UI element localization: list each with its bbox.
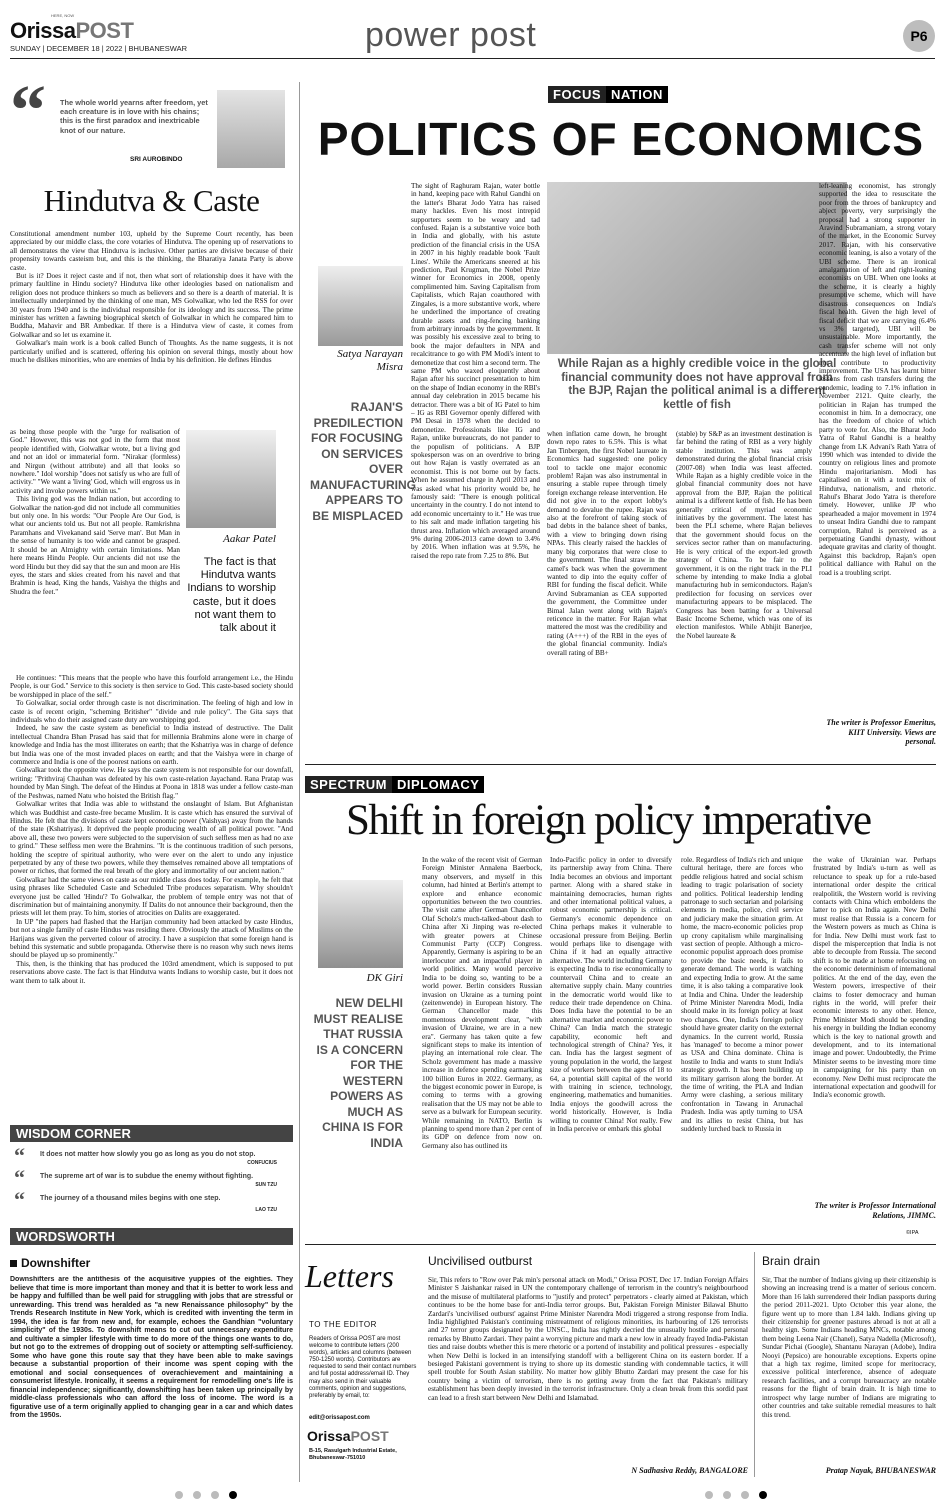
logo-tagline: HERE, NOW [51,13,75,18]
letter1-title: Uncivilised outburst [428,1254,533,1268]
wisdom-corner [10,1125,293,1217]
foreign-col1-text: In the wake of the recent visit of German Foreign Minister Annalena Baerbock, many observers, and myself in this column, had hinted at Berlin's attempt to explore and enhance economic opportunities between the two countries. The visit came after German Chancellor Olaf Scholz's much-talked-about dash to China after Xi Jinping was re-elected with greater powers at Chinese Communist Party (CCP) Congress. Apparently, Germany is aspiring to be an interlocutor and an impactful player in world politics. Many would perceive India to be doing so, wanting to be a world power. Berlin considers Russian invasion on Ukraine as a turning point (zeitenwende) in European history. The German Chancellor made this momentous development clear, "with invasion of Ukraine, we are in a new era". Germany has taken quite a few significant steps to make its intention of playing an international role clear. The Scholz government has made a massive increase in defence spending earmarking 100 billion Euros in 2022. Germany, as the biggest economic power in Europe, is coming to terms with a growing realisation that the US may not be able to serve as a bulwark for European security. While remaining in NATO, Berlin is planning to spend more than 2 per cent of its GDP on defence from now on. Germany also has outlined its [422,856,542,1150]
foreign-writer-note: The writer is Professor International Relations, JIMMC. [814,1201,936,1220]
hindutva-paragraph: He continues: "This means that the people who have this fourfold arrangement i.e., the Hindu People, is our God." Service to this society is then service to God. This caste-based society should be worshipped in place of the self." [10,674,293,699]
politics-col4-text: left-leaning economist, has strongly supported the idea to resuscitate the poor from the throes of bankruptcy and abject poverty, very surprisingly the proposal had a strong supporter in Aravind Subramaniam, a strong votary of the market, in the Economic Survey 2017. Rajan, with his conservative economic leaning, is also a votary of the UBI scheme. There is an ironical amalgamation of left and right-leaning economists on UBI. When one looks at the scheme, it is clearly a highly presumptive scheme, which will have disastrous consequences on India's fiscal health. Given the high level of fiscal deficit that we are carrying (6.4% vs 3% targeted), UBI will be unsustainable. More importantly, the cash transfer scheme will not only accentuate the high level of inflation but not contribute to productivity improvement. The USA has learnt bitter lessons from cash transfers during the pandemic, leading to 7.1% inflation in November 2121. Quite clearly, the politician in Rajan has trumped the economist in him. In a democracy, one has the freedom of choice of which party to vote for. Also, the Bharat Jodo Yatra of Rahul Gandhi is a healthy change from LK Advani's Rath Yatra of 1990 which was intended to divide the country on religious lines and promote Hindu majoritarianism. Modi has capitalised on it with a toxic mix of Hindutva, nationalism, and rhetoric. Rahul's Bharat Jodo Yatra is therefore timely. However, unlike JP who spearheaded a major movement in 1974 to unseat Indira Gandhi due to rampant corruption, Rahul is perceived as a perpetuating Gandhi dynasty, without adequate gravitas and clarity of thought. Against this backdrop, Rajan's open political dalliance with Rahul on the road is a troubling script. [819,182,936,577]
foreign-col2 [550,856,672,1238]
page-number-badge [903,20,935,52]
foreign-col3 [681,856,803,1238]
hindutva-paragraph: In UP "the papers had flashed that the Harijan community had been attacked by caste Hindus, but not a single family of caste Hindus was residing there. Obviously the attack of Muslims on the Harijans was given the perverted colour of atrocity. I have a suspicion that some foreign hand is behind this systematic and subtle propaganda. Otherwise there is no reason why such news items should be played up so prominently." [10,917,293,960]
hindutva-paragraph: Indeed, he saw the caste system as beneficial to India instead of destructive. The Dalit intellectual Chandra Bhan Prasad has said that for millennia Brahmins alone were in charge of knowledge and India has the most illiterates on earth; that the Kshatriya was in charge of defence but India was one of the most invaded places on earth; and that the Vaishya were in charge of commerce and India is one of the poorest nations on earth. [10,724,293,767]
wisdom-text: The journey of a thousand miles begins with one step. [40,1195,221,1202]
square-bullet-icon [10,1260,17,1267]
politics-col1-text: The sight of Raghuram Rajan, water bottle in hand, keeping pace with Rahul Gandhi on the latter's Bharat Jodo Yatra has raised many hackles. Even his most intrepid supporters seem to be weary and tad confused. Rajan is a substantive voice both in India and globally, with his astute prediction of the financial crisis in the USA in 2007 in his highly readable book 'Fault Lines'. While the Americans sneered at his prediction, Paul Krugman, the Nobel Prize winner for Economics in 2008, openly complimented him. Saving Capitalism from Capitalists, which Rajan coauthored with Zingales, is a more substantive work, where he underlined the importance of creating durable assets and ring-fencing banking from arbitrary inroads by the government. It was possibly his excessive zeal to bring to book the major defaulters in NPA and recalcitrance to go with PM Modi's intent to demonetize that cost him a second term. The same PM who waxed eloquently about Rajan after his succinct presentation to him on the shape of Indian economy in the RBI's annual day celebration in 2015 became his detractor. There was a bit of IG Patel to him – IG as RBI Governor openly differed with PM Desai in 1978 when the decided to demonetize. Professionals like IG and Rajan, unlike bureaucrats, do not pander to the populism of politicians. A BJP spokesperson was on an overdrive to bring out how Rajan is vastly overrated as an economist. This is not borne out by facts. When he assumed charge in April 2013 and was asked what his priority would be, he famously said: "There is enough political uncertainty in the country. I do not intend to add economic uncertainty to it." He was true to his salt and made inflation targeting his thrust area. Inflation which averaged around 9% during 2006-2013 came down to 3.4% by 2016. When inflation was at 9.5%, he raised the repo rate from 7.25 to 8%. But [411,182,540,560]
wordsworth-text: Downshifters are the antithesis of the acquisitive yuppies of the eighties. They believe that time is more important than money and that it is better to work less and be happy and fulfilled than be well paid for struggling with jobs that are stressful or unrewarding. This trend was heralded as "a new Renaissance philosophy" by the Trends Research Institute in New York, which is credited with inventing the term in 1994, the idea is far from new and, for example, echoes the Gandhian "voluntary simplicity" of the 1930s. To downshift means to cut out unnecessary expenditure and cultivate a simpler lifestyle with time to do more of the things one wants to do, but not go to the extremes of dropping out of society or attempting self-sufficiency. Some who have gone this route say that they have been able to make savings because a substantial proportion of their income was spent coping with the emotional and social consequences of overachievement and maintaining a consumerist lifestyle. Ironically, it seems a requirement for remodelling one's life is financial independence; significantly, downshifting has been taken up principally by middle-class professionals who can afford the loss of income. The word is a figurative use of a term originally applied to changing gear in a car and which dates from the 1950s. [10,1276,293,1419]
logo-post: POST [75,18,134,43]
hindutva-paragraph: as being those people with the "urge for realisation of God." However, this was not god in the form that most people identified with, Golwalkar wrote, but a living god and not an idol or immaterial form. "Nirakar (formless) and Nirgun (without attribute) and all that looks so nowhere." Idol worship "does not satisfy us who are full of activity." "We want a 'living' God, which will engross us in activity and invoke powers within us." [10,428,180,495]
quote-mark-icon: “ [10,70,46,150]
foreign-col4-text: the wake of Ukrainian war. Perhaps frustrated by India's u-turn as well as reluctance to speak up for a rule-based international order despite the critical realpolitik, the Western world is reviving contacts with China which emboldens the latter to pick on India again. New Delhi must realise that Russia is a concern for the Western powers as much as China is for India. New Delhi must work fast to dispel the misperception that India is not able to decouple from Russia. The second shift is to be made at home refocusing on the economic determinism of international politics. At the end of the day, even the Western powers, irrespective of their claims to foster democracy and human rights in the world, will prefer their economic interests to any other. Hence, Prime Minister Modi should be spending his energy in building the Indian economy which is the key to national growth and development, and to its international image and power. Undoubtedly, the Prime Minister seems to be investing more time in campaigning for his party than on economy. New Delhi must reciprocate the international expectation and goodwill for India's economic growth. [813,856,936,1100]
wisdom-author: CONFUCIUS [247,1160,277,1166]
foreign-title: Shift in foreign policy imperative [346,797,871,844]
logo-post: POST [350,1428,389,1444]
quote-author: SRI AUROBINDO [130,156,183,163]
letters-info: Readers of Orissa POST are most welcome to contribute letters (200 words), articles and columns (between 750-1250 words). Contributors are requested to send their contact numbers and full postal address/email ID. They may also send in their valuable comments, opinion and suggestions, preferably by email, to: [309,1336,417,1399]
column-divider [299,82,300,1482]
politics-col2 [547,430,667,748]
letters-email[interactable]: edit@orissapost.com [309,1415,370,1421]
masthead-rule [10,58,935,59]
tag-diplomacy: DIPLOMACY [392,776,485,793]
letter1-text: Sir, This refers to "Row over Pak min's personal attack on Modi," Orissa POST, Dec 17. Indian Foreign Affairs Minister S Jaishankar raised in UN the contemporary challenge of terrorism in the country's neighbourhood and the misuse of multilateral platforms to "justify and protect" perpetrators - clearly aimed at Pakistan, which continues to be the home base for anti-India terror groups. But, Pakistan Foreign Minister Bilawal Bhutto Zardari's 'uncivilised outburst' against Prime Minister Narendra Modi triggered a strong response from India. India highlighted Pakistan's continuing mistreatment of religious minorities, its harbouring of 126 terrorists and 27 terror groups designated by the UNSC., India has rightly decried the unusually hostile and personal remarks by Bhutto Zardari. They paint a worrying picture and mark a new low in already frayed India-Pakistan ties and raise doubts whether this is mere rhetoric or a portend of instability and political pressures - especially when New Delhi is locked in an intensifying standoff with a belligerent China on its eastern border. If a besieged Pakistani government is trying to shore up its domestic standing with condemnable tactics, it will spell trouble for South Asian stability. No matter how glibly Bhutto Zardari may present the case for his country being a victim of terrorism, there is no getting away from the fact that Pakistan's military establishment has been deeply invested in the terrorist infrastructure. Only a clean break from this sordid past can lead to a fresh start between New Delhi and Islamabad. [428,1276,748,1402]
politics-col4 [819,182,936,717]
hindutva-body-left [10,428,180,672]
tag-nation: NATION [606,86,668,103]
logo-orissa: Orissa [10,18,76,43]
politics-writer-note: The writer is Professor Emeritus, KIIT University. Views are personal. [826,718,936,746]
hindutva-body-top [10,230,293,428]
quote-mark-icon: “ [14,1187,25,1212]
letters-divider [754,1252,755,1477]
quote-box [10,70,293,170]
foreign-col1 [422,856,542,1238]
politics-title: POLITICS OF ECONOMICS [317,113,925,165]
logo-orissa: Orissa [307,1428,351,1444]
letter2-text: Sir, That the number of Indians giving up their citizenship is showing an increasing trend is a matter of serious concern. More than 16 lakh surrendered their Indian passports during the period 2011-2021. Upto October this year alone, the figure went up to more than 1.84 lakh. Indians giving up their citizenship for greener pastures abroad is not at all a healthy sign. Some Indians heading MNCs, notable among them being Leena Nair (Chanel), Satya Nadella (Microsoft), Sundar Pichai (Google), Shantanu Narayan (Adobe), Indira Nooyi (Pepsico) are honourable exceptions. Experts opine that a high tax regime, limited scope for meritocracy, excessive political interference, absence of adequate research facilities, and a corrupt bureaucracy are notable reasons for the flight of brain drain. It is high time to introspect why large number of Indians are migrating to other countries and take suitable remedial measures to halt this trend. [762,1276,936,1419]
hindutva-paragraph: This, then, is the thinking that has produced the 103rd amendment, which is supposed to put reservations above caste. The fact is that Hindutva wants Indians to worship caste, but it does not want them to talk about it. [10,959,293,985]
date-line: SUNDAY | DECEMBER 18 | 2022 | BHUBANESWAR [10,44,188,53]
quote-mark-icon: “ [14,1165,25,1190]
wisdom-text: The supreme art of war is to subdue the enemy without fighting. [40,1173,254,1180]
quote-text: The whole world yearns after freedom, yet each creature is in love with his chains; this is the first paradox and inextricable knot of our nature. [60,98,208,135]
satya-misra-photo [318,266,403,346]
wordsworth-term-text: Downshifter [21,1256,91,1270]
dk-giri-photo [318,880,403,968]
letter2-title: Brain drain [762,1254,821,1268]
hindutva-paragraph: Constitutional amendment number 103, upheld by the Supreme Court recently, has been appreciated by our middle class, the core votaries of Hindutva. The opening up of reservations to all demonstrates the view that Hindutva is inclusive. Other parties are divisive because of their propensity towards casteism but, and this is the thinking, the Bharatiya Janata Party is above caste. [10,230,293,272]
politics-col3 [676,430,812,748]
section-rule [305,764,936,765]
hindutva-paragraph: Golwalkar had the same views on caste as our middle class does today. For example, he felt that using phrases like Scheduled Caste and Scheduled Tribe produces separatism. Why shouldn't everyone just be called 'Hindu'? To Golwalkar, the problem of temple entry was not that of discrimination but of maintaining anonymity. If Dalits do not announce their background, then the priests will let them pray. To him, stories of atrocities on Dalits are exaggerated. [10,875,293,918]
politics-tags [548,86,668,104]
masthead [10,8,935,58]
hindutva-paragraph: Golwalkar took the opposite view. He says the caste system is not responsible for our downfall, writing: "Prithviraj Chauhan was defeated by his own caste-relation Jayachand. Rana Pratap was hounded by Man Singh. The defeat of the Hindus at Poona in 1818 was under a fellow caste-man of the Peshwas, named Natu who hoisted the British flag." [10,766,293,800]
wisdom-item [10,1165,293,1191]
letters-address: B-15, Rasulgarh Industrial Estate, Bhubaneswar-751010 [309,1448,397,1461]
page-number: P6 [910,28,928,44]
hindutva-author: Aakar Patel [223,533,276,545]
letter2-body [762,1276,936,1466]
hindutva-title: Hindutva & Caste [43,183,260,218]
letters-title: Letters [305,1258,394,1294]
foreign-col2-text: Indo-Pacific policy in order to diversify its partnership away from China. There India becomes an obvious and important partner. Along with a shared stake in maintaining democracies, human rights and other international political values, a robust economic partnership is critical. Germany's economic dependence on China perhaps makes it vulnerable to occasional pressure from Beijing. Berlin would perhaps like to disengage with China if it had an equally attractive alternative. The world including Germany is expecting India to rise economically to countervail China and to create an alternative supply chain. Many countries in the democratic world would like to reduce their trade dependence on China. Does India have the potential to be an alternative market and economic power to China? Can India match the strategic capability, economic heft and technological strength of China? Yes, it can. India has the largest segment of young population in the world, the largest size of workers between the ages of 18 to 64, a potential skill capital of the world with training in science, technology, engineering, mathematics and humanities. India enjoys the goodwill across the world historically. However, is India willing to counter China! Not really. Few in India perceive or embark this global [550,856,672,1133]
letter1-body [428,1276,748,1466]
tag-spectrum: SPECTRUM [305,776,392,793]
foreign-col4 [813,856,936,1198]
registration-marks [170,1486,290,1496]
letters-logo [307,1428,389,1444]
rajan-rahul-photo [547,182,847,354]
hindutva-body-bottom [10,674,293,1104]
letter1-signature: N Sadhasiva Reddy, BANGALORE [631,1466,748,1475]
hindutva-paragraph: To Golwalkar, social order through caste is not discrimination. The feeling of high and low in caste is of recent origin, "scheming Britisher" "divide and rule policy". The Gita says that individuals who do their assigned caste duty are worshipping god. [10,699,293,725]
politics-col1 [411,182,540,748]
wisdom-item [10,1187,293,1215]
wisdom-item [10,1143,293,1169]
politics-pull-quote: RAJAN'S PREDILECTION FOR FOCUSING ON SERVICES OVER MANUFACTURING APPEARS TO BE MISPLACED [310,400,416,523]
foreign-author: DK Giri [366,972,403,984]
letters-box [305,1250,420,1480]
hindutva-paragraph: Golwalkar writes that India was able to withstand the onslaught of Islam. But Afghanistan which was Buddhist and caste-free became Muslim. It is caste which has ensured the survival of Hindus. He felt that the divisions of caste kept economic power (Vaishyas) away from the hands of the state (Kshatriyas). It deprived the people producing wealth of all political power. "And above all, these two powers were subjected to the supervision of such selfless men as had no axe to grind." These selfless men were the Brahmins. "It is the continuous tradition of such persons, holding the sceptre of spiritual authority, who were ever on the alert to undo any injustice perpetrated by any of these two powers, while they themselves remained above all temptations of power or riches, that formed the real breath of the glory and immortality of our ancient nation." [10,800,293,876]
wisdom-author: LAO TZU [255,1207,277,1213]
politics-col3-text: (stable) by S&P as an investment destination is far behind the rating of RBI as a very highly stable institution. This was amply demonstrated during the global financial crisis (2007-08) when India was least affected. While Rajan as a highly credible voice in the global financial community does not have approval from the BJP, Rajan the political animal is a different kettle of fish. He has been generally critical of myriad economic initiatives by the government. The latest has been the PLI scheme, where Rajan believes that the government should focus on the services sector rather than on manufacturing. He is very critical of the export-led growth strategy of China. To be fair to the government, it is on the right track in the PLI scheme by intending to make India a global manufacturing hub in semiconductors. Rajan's predilection for focusing on services over manufacturing appears to be misplaced. The Congress has been batting for a Universal Basic Income Scheme, which was one of its election manifestos. While Abhijit Banerjee, the Nobel laureate & [676,430,812,640]
registration-marks [700,1486,820,1496]
wordsworth-heading: WORDSWORTH [10,1228,293,1245]
wisdom-heading: WISDOM CORNER [10,1125,293,1142]
politics-photo-caption: While Rajan as a highly credible voice in the global financial community does not have approval from the BJP, Rajan the political animal is a different kettle of fish [557,358,837,411]
letters-subtitle: TO THE EDITOR [309,1320,377,1329]
hindutva-paragraph: But is it? Does it reject caste and if not, then what sort of relationship does it have with the primary faultline in Hindu society? Hindutva like other ideologies based on nationalism and religion does not produce thinkers so much as believers and so there is a dearth of material. It is intellectually underpinned by the thinking of one man, MS Golwalkar, who led the RSS for over 30 years from 1940 and is the individual responsible for its ideology and its success. The prime minister has written a fawning biographical sketch of Golwalkar in which he compared him to Buddha, Mahavir and BR Ambedkar. If there is a Hindutva view of caste, it comes from Golwalkar and so let us examine it. [10,272,293,339]
section-rule [305,1244,936,1245]
quote-mark-icon: “ [14,1143,25,1168]
aakar-patel-photo [186,430,276,528]
section-title: power post [365,16,537,54]
politics-col2-text: when inflation came down, he brought down repo rates to 6.5%. This is what Jan Tinbergen, the first Nobel laureate in Economics had suggested: one policy tool to tackle one major economic problem! Rajan was also instrumental in ensuring a stable rupee through timely foreign exchange release intervention. He did not give in to the export lobby's demand to devalue the rupee. Rajan was also at the forefront of taking stock of bad debts in the balance sheet of banks, with a view to bringing down rising NPAs. This clearly raised the hackles of many big corporates that were close to the government. The final straw in the camel's back was when the government wanted to dip into the equity coffer of RBI for funding the fiscal deficit. While Arvind Subramanian as CEA supported the government, the Committee under Bimal Jalan went along with Rajan's reticence in the matter. For Rajan what mattered the most was the credibility and rating (A+++) of the RBI in the eyes of the global financial community. India's overall rating of BB+ [547,430,667,657]
hindutva-paragraph: This living god was the Indian nation, but according to Golwalkar the nation-god did not include all communities but only one. In his words: "Our People Are Our God, is what our ancients told us. But not all people. Ramkrishna Paramhans and Vivekanand said 'Serve man'. But Man in the sense of humanity is too wide and cannot be grasped. It should be an Almighty with certain limitations. Man here means Hindu People. Our ancients did not use the word Hindu but they did say that the sun and moon are His eyes, the stars and skies created from his navel and that Brahmin is head, King the hands, Vaishya the thighs and Shudra the feet." [10,495,180,596]
foreign-credit: ©IPA [906,1230,919,1236]
masthead-logo[interactable] [10,18,133,44]
politics-author: Satya Narayan Misra [337,348,403,373]
wisdom-author: SUN TZU [255,1182,277,1188]
tag-focus: FOCUS [548,86,606,103]
hindutva-paragraph: Golwalkar's main work is a book called Bunch of Thoughts. As the name suggests, it is not particularly unified and is scattered, offering his opinion on several things, mostly about how much he dislikes minorities, who are enemies of India by his definition. He defines Hindus [10,339,293,365]
aurobindo-photo [217,90,285,168]
letter2-signature: Pratap Nayak, BHUBANESWAR [825,1466,936,1475]
foreign-tags [305,776,484,794]
hindutva-pull-quote: The fact is that Hindutva wants Indians to worship caste, but it does not want them to talk about it [187,556,276,635]
wordsworth-term [10,1256,90,1270]
foreign-pull-quote: NEW DELHI MUST REALISE THAT RUSSIA IS A CONCERN FOR THE WESTERN POWERS AS MUCH AS CHINA IS FOR INDIA [313,996,403,1150]
foreign-col3-text: role. Regardless of India's rich and unique cultural heritage, there are forces who peddle religious hatred and social schism leading to tragic polarisation of society and politics. Political leadership lending patronage to such sectarian and polarising elements in media, police, civil service and judiciary make the situation grim. At home, the macro-economic policies prop up crony capitalism while marginalising vast section of people. Although a micro-economic populist approach does promise to provide the basic needs, it fails to generate demand. The world is watching and expecting India to grow. At the same time, it is also taking a comparative look at India and China. Under the leadership of Prime Minister Narendra Modi, India should make in its foreign policy at least two changes. One, India's foreign policy should have greater clarity on the external dynamics. In the current world, Russia has 'managed' to become a minor power as USA and China dominate. China is hostile to India and wants to stunt India's strategic growth. It has been building up its military garrison along the border. At the time of writing, the PLA and Indian Army were clashing, a serious military confrontation in Tawang in Arunachal Pradesh. India was aptly turning to USA and its allies to resist China, but has suddenly lurched back to Russia in [681,856,803,1133]
wisdom-text: It does not matter how slowly you go as long as you do not stop. [40,1151,256,1158]
